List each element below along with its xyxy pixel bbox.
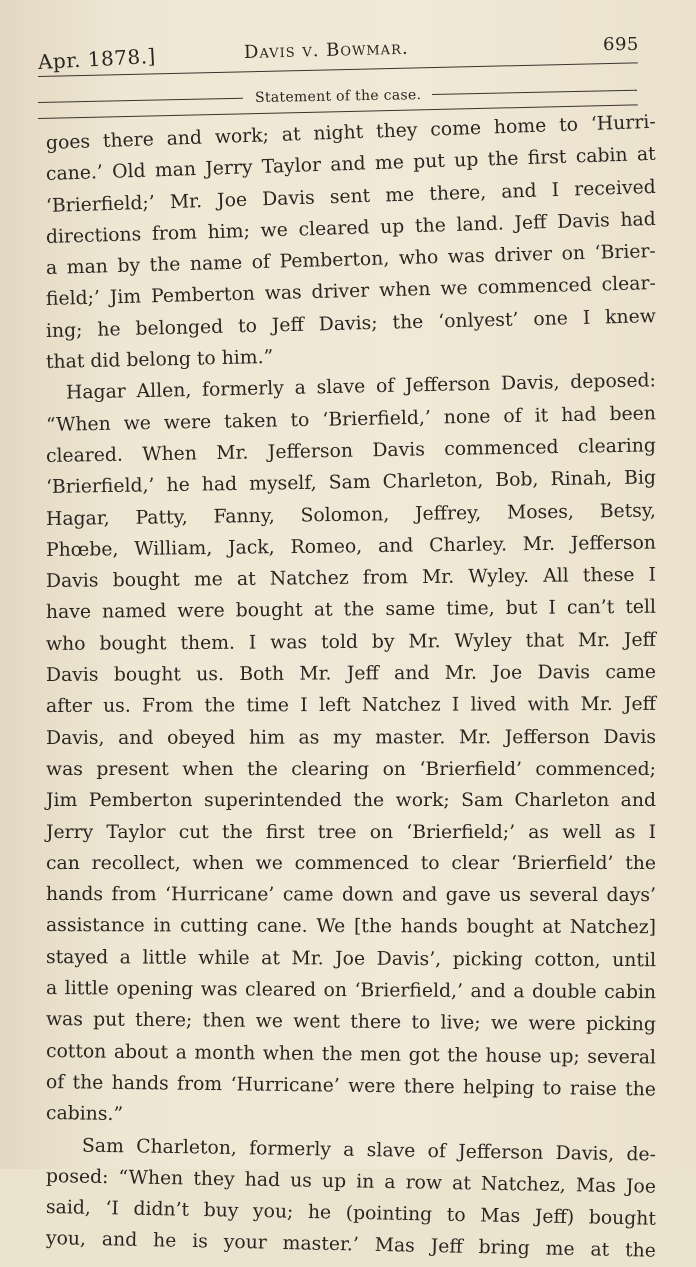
text-line: after us. From the time I left Natchez I lived with Mr. Jeff [45, 694, 657, 718]
text-line: Hagar, Patty, Fanny, Solomon, Jeffrey, Moses, Betsy, [45, 500, 657, 530]
text-line: ‘Brierfield,’ he had myself, Sam Charleton, Bob, Rinah, Big [45, 467, 657, 499]
text-line: ‘Brierfield;’ Mr. Joe Davis sent me there, and I received [45, 176, 657, 217]
text-line: you, and he is your master.’ Mas Jeff bring me at the [45, 1228, 657, 1263]
text-line: Sam Charleton, formerly a slave of Jefferson Davis, de- [81, 1135, 657, 1166]
text-line: who bought them. I was told by Mr. Wyley that Mr. Jeff [45, 629, 657, 655]
text-line: cabins.” [45, 1103, 124, 1126]
body-text [45, 111, 657, 1263]
text-line: was present when the clearing on ‘Brierfield’ commenced; [46, 758, 656, 780]
text-line: Phœbe, William, Jack, Romeo, and Charley. Mr. Jefferson [45, 532, 657, 561]
text-line: Jim Pemberton superintended the work; Sam Charleton and [46, 790, 656, 812]
header-rule-right [432, 90, 637, 95]
text-line: said, ‘I didn’t buy you; he (pointing to Mas Jeff) bought [45, 1197, 657, 1230]
text-line: cane.’ Old man Jerry Taylor and me put up the first cabin at [45, 144, 657, 186]
section-heading: Statement of the case. [254, 87, 422, 106]
text-line: a little opening was cleared on ‘Brierfield,’ and a double cabin [45, 978, 657, 1004]
text-line: field;’ Jim Pemberton was driver when we commenced clear- [45, 273, 657, 311]
header-rule-left [38, 98, 243, 103]
text-line: was put there; then we went there to live; we were picking [45, 1009, 657, 1036]
text-line: goes there and work; at night they come home to ‘Hurri- [45, 111, 656, 154]
text-line: Davis bought us. Both Mr. Jeff and Mr. Joe Davis came [45, 661, 657, 687]
text-line: directions from him; we cleared up the land. Jeff Davis had [45, 208, 657, 248]
text-line: Jerry Taylor cut the first tree on ‘Brierfield;’ as well as I [46, 821, 656, 843]
running-head-title: Davis v. Bowmar. [243, 37, 409, 63]
text-line: ing; he belonged to Jeff Davis; the ‘onlyest’ one I knew [45, 305, 657, 342]
text-line: hands from ‘Hurricane’ came down and gave us several days’ [45, 884, 657, 907]
running-head-date: Apr. 1878.] [37, 43, 157, 74]
text-line: stayed a little while at Mr. Joe Davis’, picking cotton, until [45, 946, 657, 971]
text-line: have named were bought at the same time, but I can’t tell [45, 597, 657, 624]
text-line: “When we were taken to ‘Brierfield,’ none of it had been [45, 402, 657, 436]
text-line: cotton about a month when the men got the house up; several [45, 1040, 657, 1068]
text-line: can recollect, when we commenced to clear ‘Brierfield’ the [46, 852, 656, 874]
page-number: 695 [603, 34, 639, 55]
page-header [0, 0, 696, 120]
text-line: posed: “When they had us up in a row at Natchez, Mas Joe [45, 1165, 657, 1198]
text-line: a man by the name of Pemberton, who was driver on ‘Brier- [45, 241, 657, 280]
text-line: Davis, and obeyed him as my master. Mr. Jefferson Davis [45, 726, 657, 749]
text-line: that did belong to him.” [45, 346, 274, 374]
text-line: assistance in cutting cane. We [the hands bought at Natchez] [45, 915, 657, 939]
text-line: cleared. When Mr. Jefferson Davis commenced clearing [45, 435, 657, 467]
text-line: of the hands from ‘Hurricane’ were there helping to raise the [45, 1071, 657, 1101]
text-line: Davis bought me at Natchez from Mr. Wyley. All these I [45, 564, 657, 593]
text-line: Hagar Allen, formerly a slave of Jefferson Davis, deposed: [65, 370, 657, 404]
